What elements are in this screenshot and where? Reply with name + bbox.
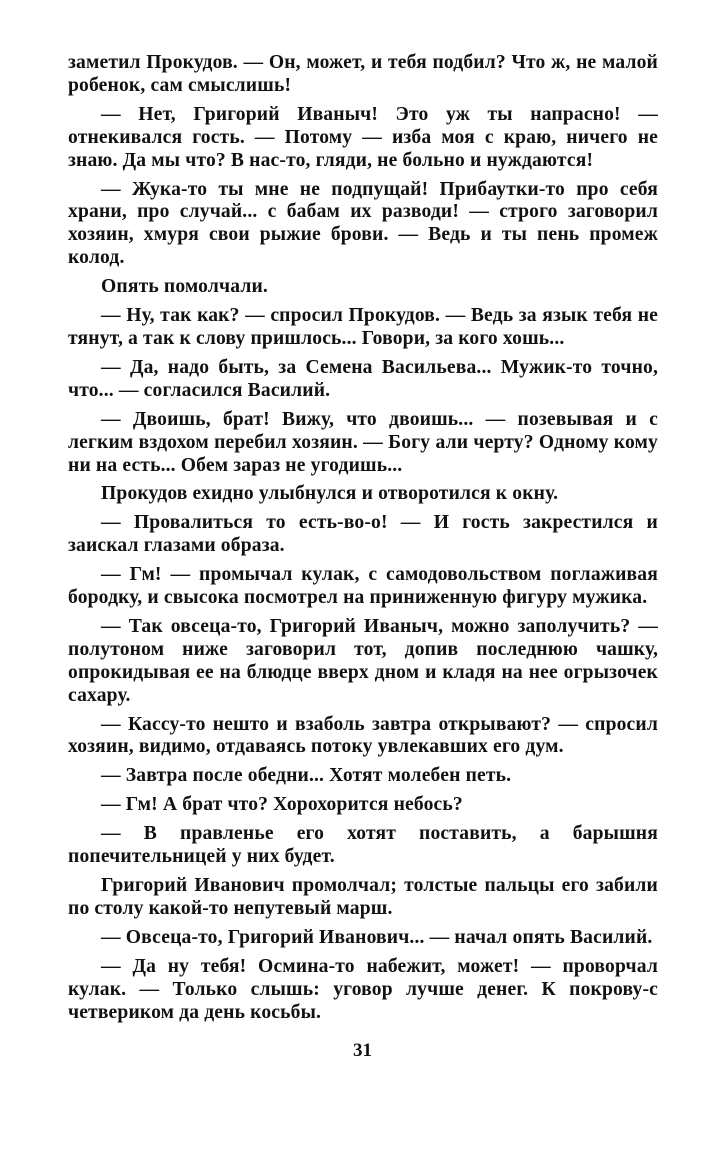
paragraph: Опять помолчали. xyxy=(101,276,268,298)
page-number: 31 xyxy=(353,1040,372,1061)
paragraph: Григорий Иванович промолчал; толстые пальцы его забили по столу какой-то непутевый марш. xyxy=(68,875,658,919)
paragraph: — В правленье его хотят поставить, а барышня попечительницей у них будет. xyxy=(68,823,658,868)
book-page-text xyxy=(68,52,658,1030)
paragraph: заметил Прокудов. — Он, может, и тебя подбил? Что ж, не малой робенок, сам смыслишь! xyxy=(68,52,658,96)
paragraph: — Кассу-то нешто и взаболь завтра открывают? — спросил хозяин, видимо, отдаваясь потоку увлекавших его дум. xyxy=(68,713,658,758)
paragraph: — Ну, так как? — спросил Прокудов. — Ведь за язык тебя не тянут, а так к слову пришлось... Говори, за кого хошь... xyxy=(68,305,658,349)
paragraph: — Жука-то ты мне не подпущай! Прибаутки-то про себя храни, про случай... с бабам их разводи! — строго заговорил хозяин, хмуря свои рыжие брови. — Ведь и ты пень промеж колод. xyxy=(68,178,658,269)
paragraph: — Да ну тебя! Осмина-то набежит, может! — проворчал кулак. — Только слышь: уговор лучше денег. К покрову-с четвериком да день косьбы. xyxy=(68,955,658,1023)
paragraph: Прокудов ехидно улыбнулся и отворотился к окну. xyxy=(101,483,559,505)
paragraph: — Провалиться то есть-во-о! — И гость закрестился и заискал глазами образа. xyxy=(68,512,658,557)
paragraph: — Гм! А брат что? Хорохорится небось? xyxy=(101,794,463,816)
paragraph: — Нет, Григорий Иваныч! Это уж ты напрасно! — отнекивался гость. — Потому — изба моя с краю, ничего не знаю. Да мы что? В нас-то, гляди, не больно и нуждаются! xyxy=(68,103,658,171)
paragraph: — Завтра после обедни... Хотят молебен петь. xyxy=(101,765,512,787)
paragraph: — Овсеца-то, Григорий Иванович... — начал опять Василий. xyxy=(101,926,653,948)
paragraph: — Да, надо быть, за Семена Васильева... Мужик-то точно, что... — согласился Василий. xyxy=(68,356,658,401)
paragraph: — Двоишь, брат! Вижу, что двоишь... — позевывая и с легким вздохом перебил хозяин. — Богу али черту? Одному кому ни на есть... Обем зараз не угодишь... xyxy=(68,408,658,476)
paragraph: — Так овсеца-то, Григорий Иваныч, можно заполучить? — полутоном ниже заговорил тот, допив последнюю чашку, опрокидывая ее на блюдце вверх дном и кладя на нее огрызочек сахару. xyxy=(68,615,658,706)
paragraph: — Гм! — промычал кулак, с самодовольством поглаживая бородку, и свысока посмотрел на приниженную фигуру мужика. xyxy=(68,564,658,609)
